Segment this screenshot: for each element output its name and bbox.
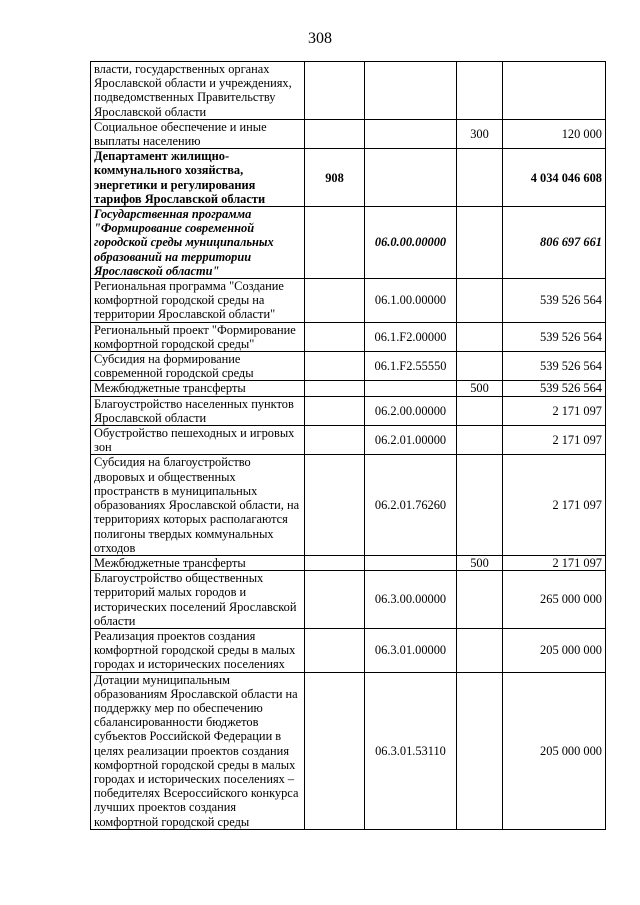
row-expense-type-cell bbox=[457, 571, 503, 629]
row-amount-cell: 539 526 564 bbox=[503, 279, 606, 323]
row-name-cell: Региональный проект "Формирование комфортной городской среды" bbox=[91, 322, 305, 351]
row-name-cell: Социальное обеспечение и иные выплаты населению bbox=[91, 119, 305, 148]
page-number: 308 bbox=[308, 30, 332, 47]
row-code-cell bbox=[365, 62, 457, 120]
row-amount-cell: 205 000 000 bbox=[503, 628, 606, 672]
row-code-cell: 06.3.01.53110 bbox=[365, 672, 457, 829]
row-amount-cell bbox=[503, 62, 606, 120]
row-code-cell: 06.1.00.00000 bbox=[365, 279, 457, 323]
table-row bbox=[91, 352, 606, 381]
row-code-cell: 06.1.F2.55550 bbox=[365, 352, 457, 381]
table-row bbox=[91, 149, 606, 207]
row-amount-cell: 120 000 bbox=[503, 119, 606, 148]
row-amount-cell: 2 171 097 bbox=[503, 426, 606, 455]
row-code-cell: 06.2.00.00000 bbox=[365, 396, 457, 425]
row-amount-cell: 205 000 000 bbox=[503, 672, 606, 829]
table-row bbox=[91, 62, 606, 120]
table-row bbox=[91, 207, 606, 279]
row-amount-cell: 539 526 564 bbox=[503, 352, 606, 381]
row-expense-type-cell bbox=[457, 672, 503, 829]
row-dept-cell bbox=[305, 119, 365, 148]
row-code-cell: 06.2.01.00000 bbox=[365, 426, 457, 455]
row-amount-cell: 806 697 661 bbox=[503, 207, 606, 279]
row-expense-type-cell bbox=[457, 628, 503, 672]
row-expense-type-cell bbox=[457, 62, 503, 120]
row-name-cell: Реализация проектов создания комфортной городской среды в малых городах и исторических поселениях bbox=[91, 628, 305, 672]
row-expense-type-cell bbox=[457, 396, 503, 425]
row-dept-cell bbox=[305, 322, 365, 351]
row-dept-cell bbox=[305, 279, 365, 323]
row-expense-type-cell: 300 bbox=[457, 119, 503, 148]
row-dept-cell bbox=[305, 207, 365, 279]
row-amount-cell: 4 034 046 608 bbox=[503, 149, 606, 207]
row-dept-cell: 908 bbox=[305, 149, 365, 207]
row-name-cell: Государственная программа "Формирование современной городской среды муниципальных образований на территории Ярославской области" bbox=[91, 207, 305, 279]
row-expense-type-cell bbox=[457, 149, 503, 207]
row-code-cell: 06.3.00.00000 bbox=[365, 571, 457, 629]
row-expense-type-cell bbox=[457, 426, 503, 455]
row-name-cell: Обустройство пешеходных и игровых зон bbox=[91, 426, 305, 455]
row-expense-type-cell bbox=[457, 207, 503, 279]
table-body bbox=[91, 62, 606, 830]
row-dept-cell bbox=[305, 396, 365, 425]
row-code-cell: 06.3.01.00000 bbox=[365, 628, 457, 672]
row-dept-cell bbox=[305, 455, 365, 555]
row-amount-cell: 2 171 097 bbox=[503, 396, 606, 425]
row-expense-type-cell bbox=[457, 279, 503, 323]
table-row bbox=[91, 279, 606, 323]
row-expense-type-cell: 500 bbox=[457, 555, 503, 570]
row-name-cell: Межбюджетные трансферты bbox=[91, 555, 305, 570]
row-code-cell bbox=[365, 149, 457, 207]
row-name-cell: власти, государственных органах Ярославской области и учреждениях, подведомственных Правительству Ярославской области bbox=[91, 62, 305, 120]
table-row bbox=[91, 426, 606, 455]
row-code-cell: 06.2.01.76260 bbox=[365, 455, 457, 555]
row-name-cell: Региональная программа "Создание комфортной городской среды на территории Ярославской области" bbox=[91, 279, 305, 323]
row-dept-cell bbox=[305, 628, 365, 672]
table-row bbox=[91, 672, 606, 829]
row-dept-cell bbox=[305, 426, 365, 455]
table-row bbox=[91, 628, 606, 672]
row-expense-type-cell: 500 bbox=[457, 381, 503, 396]
table-row bbox=[91, 571, 606, 629]
row-code-cell: 06.0.00.00000 bbox=[365, 207, 457, 279]
row-expense-type-cell bbox=[457, 455, 503, 555]
row-expense-type-cell bbox=[457, 352, 503, 381]
row-dept-cell bbox=[305, 672, 365, 829]
row-name-cell: Субсидия на формирование современной городской среды bbox=[91, 352, 305, 381]
table-row bbox=[91, 396, 606, 425]
row-amount-cell: 539 526 564 bbox=[503, 381, 606, 396]
row-amount-cell: 539 526 564 bbox=[503, 322, 606, 351]
row-amount-cell: 2 171 097 bbox=[503, 455, 606, 555]
row-name-cell: Благоустройство общественных территорий малых городов и исторических поселений Ярославской области bbox=[91, 571, 305, 629]
table-row bbox=[91, 555, 606, 570]
row-name-cell: Межбюджетные трансферты bbox=[91, 381, 305, 396]
row-dept-cell bbox=[305, 571, 365, 629]
row-name-cell: Благоустройство населенных пунктов Ярославской области bbox=[91, 396, 305, 425]
row-code-cell bbox=[365, 119, 457, 148]
table-row bbox=[91, 381, 606, 396]
table-row bbox=[91, 119, 606, 148]
row-dept-cell bbox=[305, 381, 365, 396]
budget-table bbox=[90, 61, 606, 830]
row-name-cell: Дотации муниципальным образованиям Ярославской области на поддержку мер по обеспечению сбалансированности бюджетов субъектов Российской Федерации в целях реализации проектов создания комфортной городской среды в малых городах и исторических поселениях – победителях Всероссийского конкурса лучших проектов создания комфортной городской среды bbox=[91, 672, 305, 829]
row-code-cell bbox=[365, 381, 457, 396]
row-name-cell: Департамент жилищно-коммунального хозяйства, энергетики и регулирования тарифов Ярославской области bbox=[91, 149, 305, 207]
row-dept-cell bbox=[305, 555, 365, 570]
row-amount-cell: 2 171 097 bbox=[503, 555, 606, 570]
row-dept-cell bbox=[305, 352, 365, 381]
row-amount-cell: 265 000 000 bbox=[503, 571, 606, 629]
table-row bbox=[91, 322, 606, 351]
table-row bbox=[91, 455, 606, 555]
row-code-cell bbox=[365, 555, 457, 570]
row-dept-cell bbox=[305, 62, 365, 120]
row-code-cell: 06.1.F2.00000 bbox=[365, 322, 457, 351]
row-name-cell: Субсидия на благоустройство дворовых и общественных пространств в муниципальных образованиях Ярославской области, на территориях которых располагаются полигоны твердых коммунальных отходов bbox=[91, 455, 305, 555]
row-expense-type-cell bbox=[457, 322, 503, 351]
